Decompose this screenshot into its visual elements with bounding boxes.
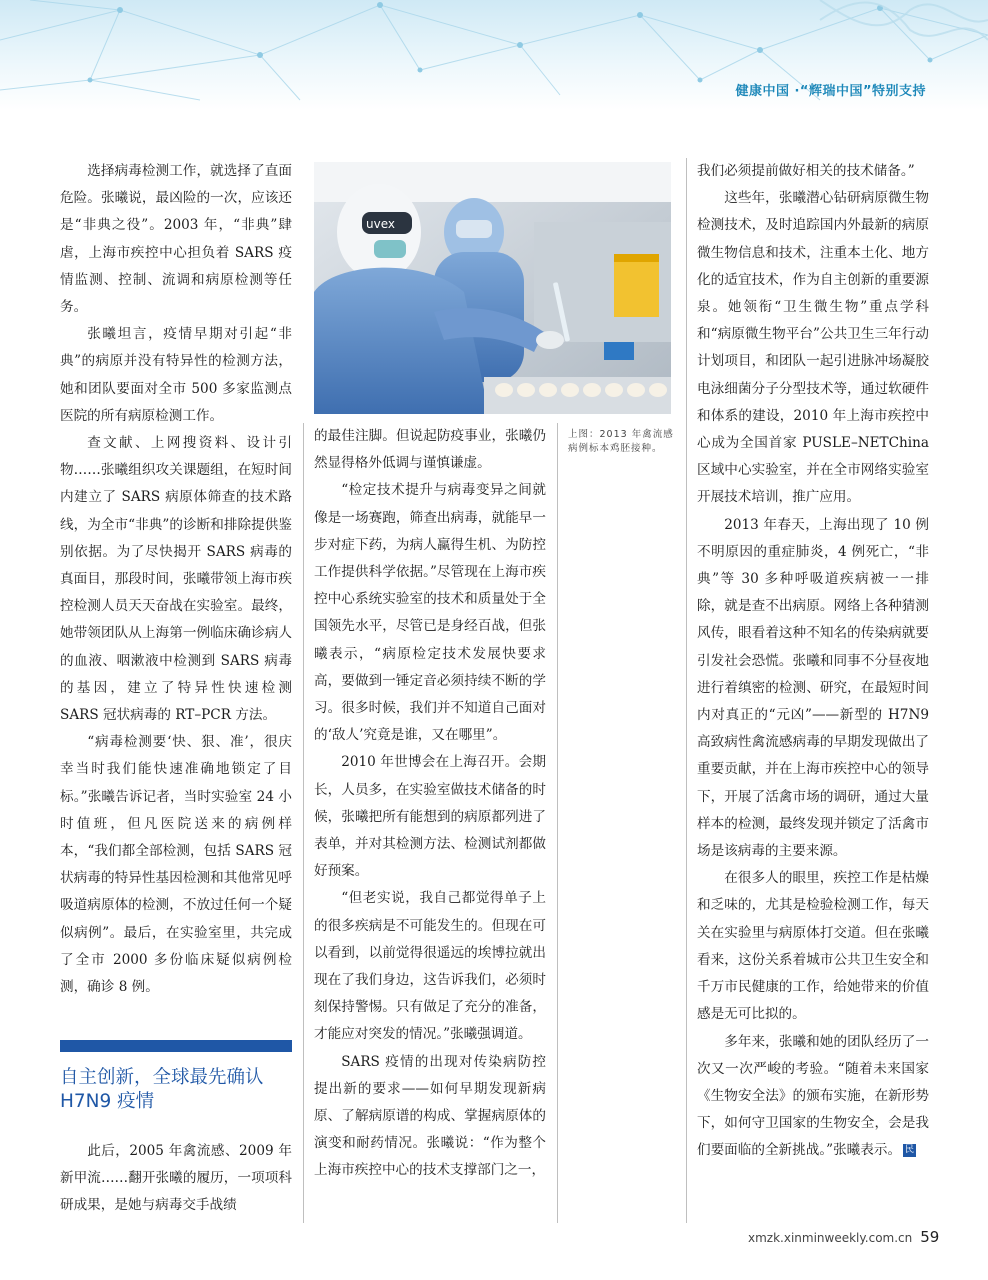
subheading-line-2: H7N9 疫情 bbox=[60, 1091, 155, 1112]
section-label: 健康中国 ·“辉瑞中国”特别支持 bbox=[735, 84, 926, 99]
paragraph-text: 多年来，张曦和她的团队经历了一次又一次严峻的考验。“随着未来国家《生物安全法》的颁布实施，在新形势下，如何守卫国家的生物安全，会是我们要面临的全新挑战。”张曦表示。 bbox=[697, 1033, 929, 1159]
column-divider bbox=[686, 158, 687, 1223]
column-divider bbox=[557, 423, 558, 1223]
photo-caption: 上图：2013 年禽流感病例标本鸡胚接种。 bbox=[568, 429, 674, 454]
lab-photo bbox=[314, 162, 671, 414]
paragraph: 查文献、上网搜资料、设计引物……张曦组织攻关课题组，在短时间内建立了 SARS 病原体筛查的技术路线，为全市“非典”的诊断和排除提供鉴别依据。为了尽快揭开 SARS 病毒的真面目，那段时间，张曦带领上海市疾控检测人员天天奋战在实验室。最终，她带领团队从上海第一例临床确诊病人的血液、咽漱液中检测到 SARS 病毒的基因，建立了特异性快速检测 SARS 冠状病毒的 RT–PCR 方法。 bbox=[60, 435, 292, 724]
paragraph: 的最佳注脚。但说起防疫事业，张曦仍然显得格外低调与谨慎谦虚。 bbox=[314, 428, 546, 472]
end-mark-icon: 民 bbox=[905, 1145, 915, 1156]
paragraph: 此后，2005 年禽流感、2009 年新甲流……翻开张曦的履历，一项项科研成果，是她与病毒交手战绩 bbox=[60, 1143, 292, 1214]
column-1 bbox=[60, 158, 292, 1001]
paragraph: “但老实说，我自己都觉得单子上的很多疾病是不可能发生的。但现在可以看到，以前觉得很遥远的埃博拉就出现在了我们身边，这告诉我们，必须时刻保持警惕。只有做足了充分的准备，才能应对突发的情况。”张曦强调道。 bbox=[314, 890, 546, 1043]
subheading-line-1: 自主创新，全球最先确认 bbox=[60, 1067, 264, 1088]
column-divider bbox=[303, 423, 304, 1223]
paragraph: 我们必须提前做好相关的技术储备。” bbox=[697, 163, 915, 179]
paragraph: 2013 年春天，上海出现了 10 例不明原因的重症肺炎，4 例死亡，“非典”等 30 多种呼吸道疾病被一一排除，就是查不出病原。网络上各种猜测风传，眼看着这种不知名的传染病就要引发社会恐慌。张曦和同事不分昼夜地进行着缜密的检测、研究，在最短时间内对真正的“元凶”——新型的 H7N9 高致病性禽流感病毒的早期发现做出了重要贡献，并在上海市疾控中心的领导下，开展了活禽市场的调研，通过大量样本的检测，最终发现并锁定了活禽市场是该病毒的主要来源。 bbox=[697, 516, 929, 860]
paragraph: 这些年，张曦潜心钻研病原微生物检测技术，及时追踪国内外最新的病原微生物信息和技术，注重本土化、地方化的适宜技术，作为自主创新的重要源泉。她领衔“卫生微生物”重点学科和“病原微生物平台”公共卫生三年行动计划项目，和团队一起引进脉冲场凝胶电泳细菌分子分型技术等，通过软硬件和体系的建设，2010 年上海市疾控中心成为全国首家 PUSLE–NETChina 区域中心实验室，并在全市网络实验室开展技术培训，推广应用。 bbox=[697, 190, 929, 506]
paragraph: 2010 年世博会在上海召开。会期长，人员多，在实验室做技术储备的时候，张曦把所有能想到的病原都列进了表单，并对其检测方法、检测试剂都做好预案。 bbox=[314, 754, 546, 880]
helmet-label: uvex bbox=[366, 217, 395, 231]
paragraph: 在很多人的眼里，疾控工作是枯燥和乏味的，尤其是检验检测工作，每天关在实验里与病原体打交道。但在张曦看来，这份关系着城市公共卫生安全和千万市民健康的工作，给她带来的价值感是无可比拟的。 bbox=[697, 870, 929, 1023]
paragraph: 选择病毒检测工作，就选择了直面危险。张曦说，最凶险的一次，应该还是“非典之役”。2003 年，“非典”肆虐，上海市疾控中心担负着 SARS 疫情监测、控制、流调和病原检测等任务。 bbox=[60, 163, 292, 316]
column-1-after-subheading bbox=[60, 1138, 292, 1220]
paragraph-final bbox=[697, 1029, 929, 1165]
lab-scientists-image bbox=[314, 162, 671, 414]
paragraph: “检定技术提升与病毒变异之间就像是一场赛跑，筛查出病毒，就能早一步对症下药，为病人赢得生机、为防控工作提供科学依据。”尽管现在上海市疾控中心系统实验室的技术和质量处于全国领先水平，尽管已是身经百战，但张曦表示，“病原检定技术发展快要求高，要做到一锤定音必须持续不断的学习。很多时候，我们并不知道自己面对的‘敌人’究竟是谁，又在哪里”。 bbox=[314, 482, 546, 744]
column-2 bbox=[314, 423, 546, 1185]
subheading bbox=[60, 1066, 300, 1114]
paragraph: “病毒检测要‘快、狠、准’，很庆幸当时我们能快速准确地锁定了目标。”张曦告诉记者，当时实验室 24 小时值班，但凡医院送来的病例样本，“我们都全部检测，包括 SARS 冠状病毒的特异性基因检测和其他常见呼吸道病原体的检测，不放过任何一个疑似病例”。最后，在实验室里，共完成了全市 2000 多份临床疑似病例检测，确诊 8 例。 bbox=[60, 734, 292, 996]
page-number: 59 bbox=[920, 1228, 940, 1246]
paragraph: 张曦坦言，疫情早期对引起“非典”的病原并没有特异性的检测方法，她和团队要面对全市 500 多家监测点医院的所有病原检测工作。 bbox=[60, 326, 292, 424]
footer bbox=[748, 1228, 939, 1246]
subheading-bar bbox=[60, 1040, 292, 1052]
website-url: xmzk.xinminweekly.com.cn bbox=[748, 1231, 913, 1245]
paragraph: SARS 疫情的出现对传染病防控提出新的要求——如何早期发现新病原、了解病原谱的构成、掌握病原体的演变和耐药情况。张曦说：“作为整个上海市疾控中心的技术支撑部门之一， bbox=[314, 1053, 546, 1179]
column-3 bbox=[697, 158, 929, 1165]
